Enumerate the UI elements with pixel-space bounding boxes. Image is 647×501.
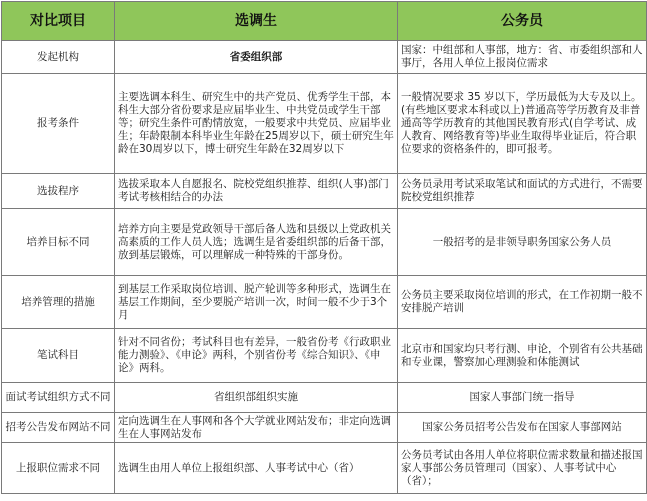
table-row	[2, 276, 647, 329]
table-row	[2, 329, 647, 383]
table-row	[2, 74, 647, 174]
row-gongwu: 国家人事部门统一指导	[398, 383, 647, 413]
row-item: 选拔程序	[2, 174, 115, 209]
header-gongwu: 公务员	[398, 2, 647, 41]
row-item: 笔试科目	[2, 329, 115, 383]
row-xuandiao: 主要选调本科生、研究生中的共产党员、优秀学生干部，本科生大部分省份要求是应届毕业生、中共党员或学生干部等；研究生条件可酌情放宽，一般要求中共党员、应届毕业生；年龄限制本科毕业生年龄在25周岁以下，硕士研究生年龄在30周岁以下，博士研究生年龄在32周岁以下	[115, 74, 398, 174]
table-row	[2, 209, 647, 276]
row-item: 培养目标不同	[2, 209, 115, 276]
header-row	[2, 2, 647, 41]
row-xuandiao: 定向选调生在人事网和各个大学就业网站发布；非定向选调生在人事网站发布	[115, 413, 398, 443]
row-xuandiao: 选调生由用人单位上报组织部、人事考试中心（省）	[115, 443, 398, 494]
row-gongwu: 一般情况要求 35 岁以下，学历最低为大专及以上。(有些地区要求本科或以上)普通高等学历教育及非普通高等学历教育的其他国民教育形式(自学考试、成人教育、网络教育等)毕业生取得毕业证后，符合职位要求的资格条件的，即可报考。	[398, 74, 647, 174]
row-item: 招考公告发布网站不同	[2, 413, 115, 443]
comparison-table	[1, 1, 647, 494]
row-gongwu: 北京市和国家均只考行测、申论，个别省有公共基础和专业课，警察加心理测验和体能测试	[398, 329, 647, 383]
row-xuandiao: 到基层工作采取岗位培训、脱产轮训等多种形式，选调生在基层工作期间，至少要脱产培训一次，时间一般不少于3个月	[115, 276, 398, 329]
table-row	[2, 383, 647, 413]
header-xuandiao: 选调生	[115, 2, 398, 41]
row-gongwu: 国家公务员招考公告发布在国家人事部网站	[398, 413, 647, 443]
row-gongwu: 公务员录用考试采取笔试和面试的方式进行，不需要院校党组织推荐	[398, 174, 647, 209]
row-item: 培养管理的措施	[2, 276, 115, 329]
row-item: 面试考试组织方式不同	[2, 383, 115, 413]
header-item: 对比项目	[2, 2, 115, 41]
row-xuandiao: 针对不同省份；考试科目也有差异，一般省份考《行政职业能力测验》、《申论》两科，个别省份考《综合知识》、《申论》两科。	[115, 329, 398, 383]
row-item: 上报职位需求不同	[2, 443, 115, 494]
row-xuandiao: 选拔采取本人自愿报名、院校党组织推荐、组织(人事)部门考试考核相结合的办法	[115, 174, 398, 209]
table-row	[2, 174, 647, 209]
row-xuandiao: 省组织部组织实施	[115, 383, 398, 413]
row-item: 报考条件	[2, 74, 115, 174]
row-xuandiao: 省委组织部	[115, 41, 398, 74]
row-gongwu: 公务员主要采取岗位培训的形式，在工作初期一般不安排脱产培训	[398, 276, 647, 329]
table-row	[2, 443, 647, 494]
row-item: 发起机构	[2, 41, 115, 74]
row-gongwu: 国家：中组部和人事部，地方：省、市委组织部和人事厅，各用人单位上报岗位需求	[398, 41, 647, 74]
row-xuandiao: 培养方向主要是党政领导干部后备人选和县级以上党政机关高素质的工作人员人选；选调生是省委组织部的后备干部，放到基层锻炼，可以理解成一种特殊的干部身份。	[115, 209, 398, 276]
table-row	[2, 413, 647, 443]
table-row	[2, 41, 647, 74]
row-gongwu: 公务员考试由各用人单位将职位需求数量和描述报国家人事部公务员管理司（国家）、人事考试中心（省）；	[398, 443, 647, 494]
row-gongwu: 一般招考的是非领导职务国家公务人员	[398, 209, 647, 276]
